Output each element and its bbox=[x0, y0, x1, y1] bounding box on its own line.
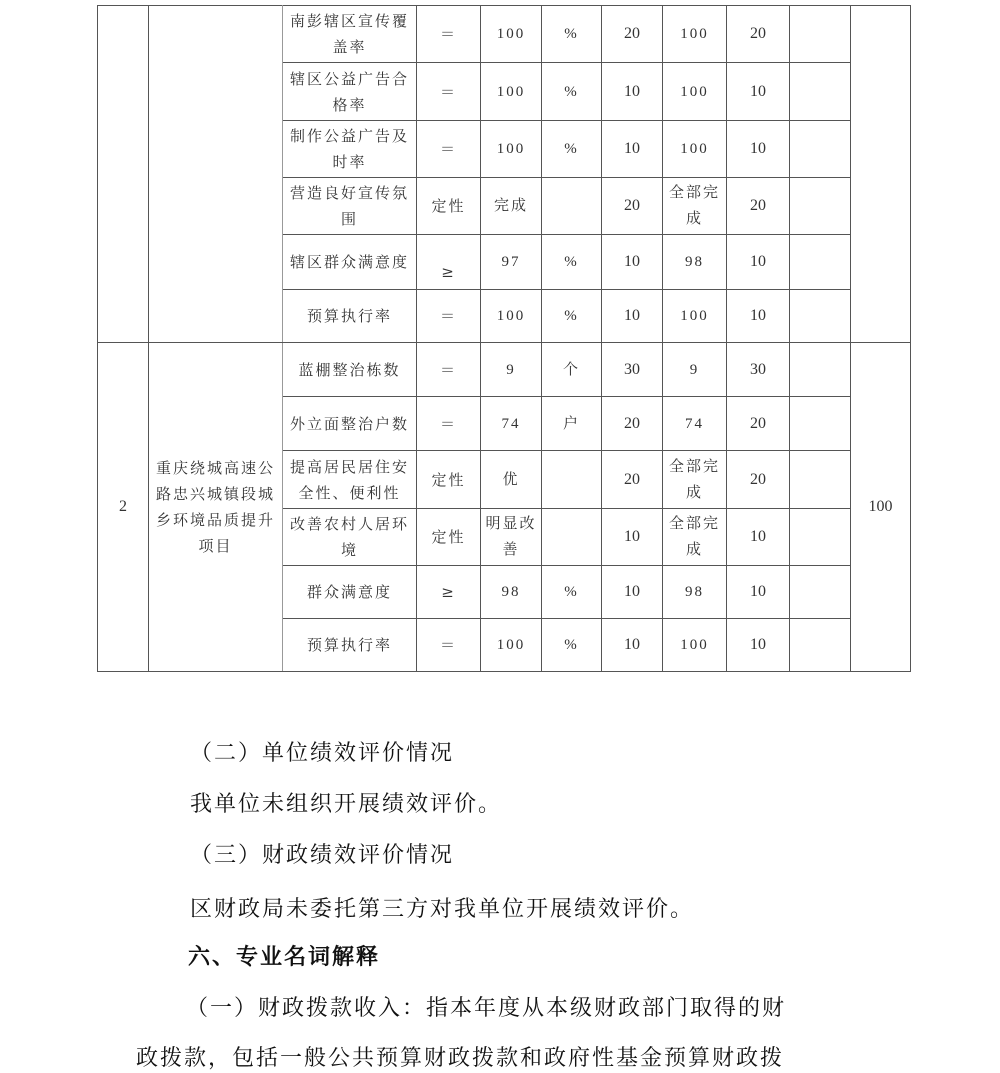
term1-text: 指本年度从本级财政部门取得的财 bbox=[426, 996, 787, 1021]
unit-cell: % bbox=[542, 121, 602, 178]
note-cell bbox=[790, 290, 851, 343]
operator-cell: ＝ bbox=[417, 397, 481, 451]
terms-heading: 六、专业名词解释 bbox=[188, 945, 381, 970]
weight-cell: 30 bbox=[602, 343, 663, 397]
unit-cell: % bbox=[542, 63, 602, 121]
unit-eval-heading: （二）单位绩效评价情况 bbox=[190, 741, 455, 766]
unit-cell bbox=[542, 451, 602, 509]
note-cell bbox=[790, 63, 851, 121]
actual-value-cell: 100 bbox=[663, 6, 727, 63]
operator-cell: ＝ bbox=[417, 63, 481, 121]
indicator-cell: 改善农村人居环境 bbox=[283, 509, 417, 566]
actual-value-cell: 100 bbox=[663, 63, 727, 121]
operator-cell: 定性 bbox=[417, 178, 481, 235]
note-cell bbox=[790, 6, 851, 63]
target-value-cell: 100 bbox=[481, 290, 542, 343]
score-cell: 10 bbox=[727, 509, 790, 566]
project-name-cell bbox=[149, 6, 283, 343]
unit-eval-text: 我单位未组织开展绩效评价。 bbox=[190, 792, 503, 817]
indicator-cell: 营造良好宣传氛围 bbox=[283, 178, 417, 235]
actual-value-cell: 74 bbox=[663, 397, 727, 451]
indicator-cell: 辖区群众满意度 bbox=[283, 235, 417, 290]
target-value-cell: 98 bbox=[481, 566, 542, 619]
indicator-cell: 外立面整治户数 bbox=[283, 397, 417, 451]
actual-value-cell: 9 bbox=[663, 343, 727, 397]
actual-value-cell: 100 bbox=[663, 290, 727, 343]
score-cell: 10 bbox=[727, 235, 790, 290]
unit-cell bbox=[542, 178, 602, 235]
indicator-cell: 蓝棚整治栋数 bbox=[283, 343, 417, 397]
weight-cell: 10 bbox=[602, 566, 663, 619]
actual-value-cell: 100 bbox=[663, 619, 727, 672]
note-cell bbox=[790, 509, 851, 566]
weight-cell: 10 bbox=[602, 509, 663, 566]
unit-cell: % bbox=[542, 619, 602, 672]
target-value-cell: 100 bbox=[481, 121, 542, 178]
score-cell: 10 bbox=[727, 619, 790, 672]
total-score-cell: 100 bbox=[851, 343, 911, 672]
note-cell bbox=[790, 619, 851, 672]
unit-cell bbox=[542, 509, 602, 566]
indicator-cell: 提高居民居住安全性、便利性 bbox=[283, 451, 417, 509]
actual-value-cell: 98 bbox=[663, 235, 727, 290]
operator-cell: 定性 bbox=[417, 509, 481, 566]
term1-paragraph bbox=[186, 991, 786, 1022]
weight-cell: 20 bbox=[602, 451, 663, 509]
target-value-cell: 100 bbox=[481, 619, 542, 672]
fin-eval-text: 区财政局未委托第三方对我单位开展绩效评价。 bbox=[190, 897, 695, 922]
indicator-cell: 制作公益广告及时率 bbox=[283, 121, 417, 178]
actual-value-cell: 全部完成 bbox=[663, 178, 727, 235]
indicator-cell: 群众满意度 bbox=[283, 566, 417, 619]
target-value-cell: 完成 bbox=[481, 178, 542, 235]
total-score-cell bbox=[851, 6, 911, 343]
table-row bbox=[98, 343, 911, 397]
note-cell bbox=[790, 178, 851, 235]
target-value-cell: 97 bbox=[481, 235, 542, 290]
table-row bbox=[98, 6, 911, 63]
score-cell: 20 bbox=[727, 6, 790, 63]
weight-cell: 20 bbox=[602, 178, 663, 235]
note-cell bbox=[790, 121, 851, 178]
operator-cell: ＝ bbox=[417, 6, 481, 63]
score-cell: 10 bbox=[727, 121, 790, 178]
operator-cell: 定性 bbox=[417, 451, 481, 509]
note-cell bbox=[790, 397, 851, 451]
target-value-cell: 优 bbox=[481, 451, 542, 509]
unit-cell: % bbox=[542, 6, 602, 63]
target-value-cell: 100 bbox=[481, 63, 542, 121]
term1-continuation: 政拨款，包括一般公共预算财政拨款和政府性基金预算财政拨 bbox=[136, 1046, 785, 1071]
score-cell: 20 bbox=[727, 178, 790, 235]
weight-cell: 10 bbox=[602, 63, 663, 121]
actual-value-cell: 全部完成 bbox=[663, 451, 727, 509]
target-value-cell: 74 bbox=[481, 397, 542, 451]
fin-eval-heading: （三）财政绩效评价情况 bbox=[190, 843, 455, 868]
indicator-cell: 预算执行率 bbox=[283, 619, 417, 672]
score-cell: 10 bbox=[727, 63, 790, 121]
actual-value-cell: 98 bbox=[663, 566, 727, 619]
index-cell: 2 bbox=[98, 343, 149, 672]
weight-cell: 10 bbox=[602, 121, 663, 178]
operator-cell: ＝ bbox=[417, 121, 481, 178]
actual-value-cell: 全部完成 bbox=[663, 509, 727, 566]
weight-cell: 10 bbox=[602, 290, 663, 343]
unit-cell: 户 bbox=[542, 397, 602, 451]
weight-cell: 10 bbox=[602, 619, 663, 672]
note-cell bbox=[790, 235, 851, 290]
actual-value-cell: 100 bbox=[663, 121, 727, 178]
weight-cell: 20 bbox=[602, 6, 663, 63]
score-cell: 10 bbox=[727, 290, 790, 343]
note-cell bbox=[790, 343, 851, 397]
indicator-cell: 预算执行率 bbox=[283, 290, 417, 343]
operator-cell: ＝ bbox=[417, 290, 481, 343]
score-cell: 10 bbox=[727, 566, 790, 619]
unit-cell: % bbox=[542, 235, 602, 290]
target-value-cell: 9 bbox=[481, 343, 542, 397]
performance-table bbox=[97, 5, 911, 672]
operator-cell: ＝ bbox=[417, 619, 481, 672]
weight-cell: 20 bbox=[602, 397, 663, 451]
note-cell bbox=[790, 566, 851, 619]
operator-cell: ≥ bbox=[417, 235, 481, 290]
indicator-cell: 辖区公益广告合格率 bbox=[283, 63, 417, 121]
indicator-cell: 南彭辖区宣传覆盖率 bbox=[283, 6, 417, 63]
unit-cell: % bbox=[542, 566, 602, 619]
unit-cell: 个 bbox=[542, 343, 602, 397]
operator-cell: ＝ bbox=[417, 343, 481, 397]
score-cell: 20 bbox=[727, 451, 790, 509]
unit-cell: % bbox=[542, 290, 602, 343]
term1-label: （一）财政拨款收入： bbox=[186, 996, 427, 1021]
score-cell: 20 bbox=[727, 397, 790, 451]
index-cell bbox=[98, 6, 149, 343]
project-name-cell: 重庆绕城高速公路忠兴城镇段城乡环境品质提升项目 bbox=[149, 343, 283, 672]
target-value-cell: 100 bbox=[481, 6, 542, 63]
score-cell: 30 bbox=[727, 343, 790, 397]
operator-cell: ≥ bbox=[417, 566, 481, 619]
target-value-cell: 明显改善 bbox=[481, 509, 542, 566]
weight-cell: 10 bbox=[602, 235, 663, 290]
note-cell bbox=[790, 451, 851, 509]
